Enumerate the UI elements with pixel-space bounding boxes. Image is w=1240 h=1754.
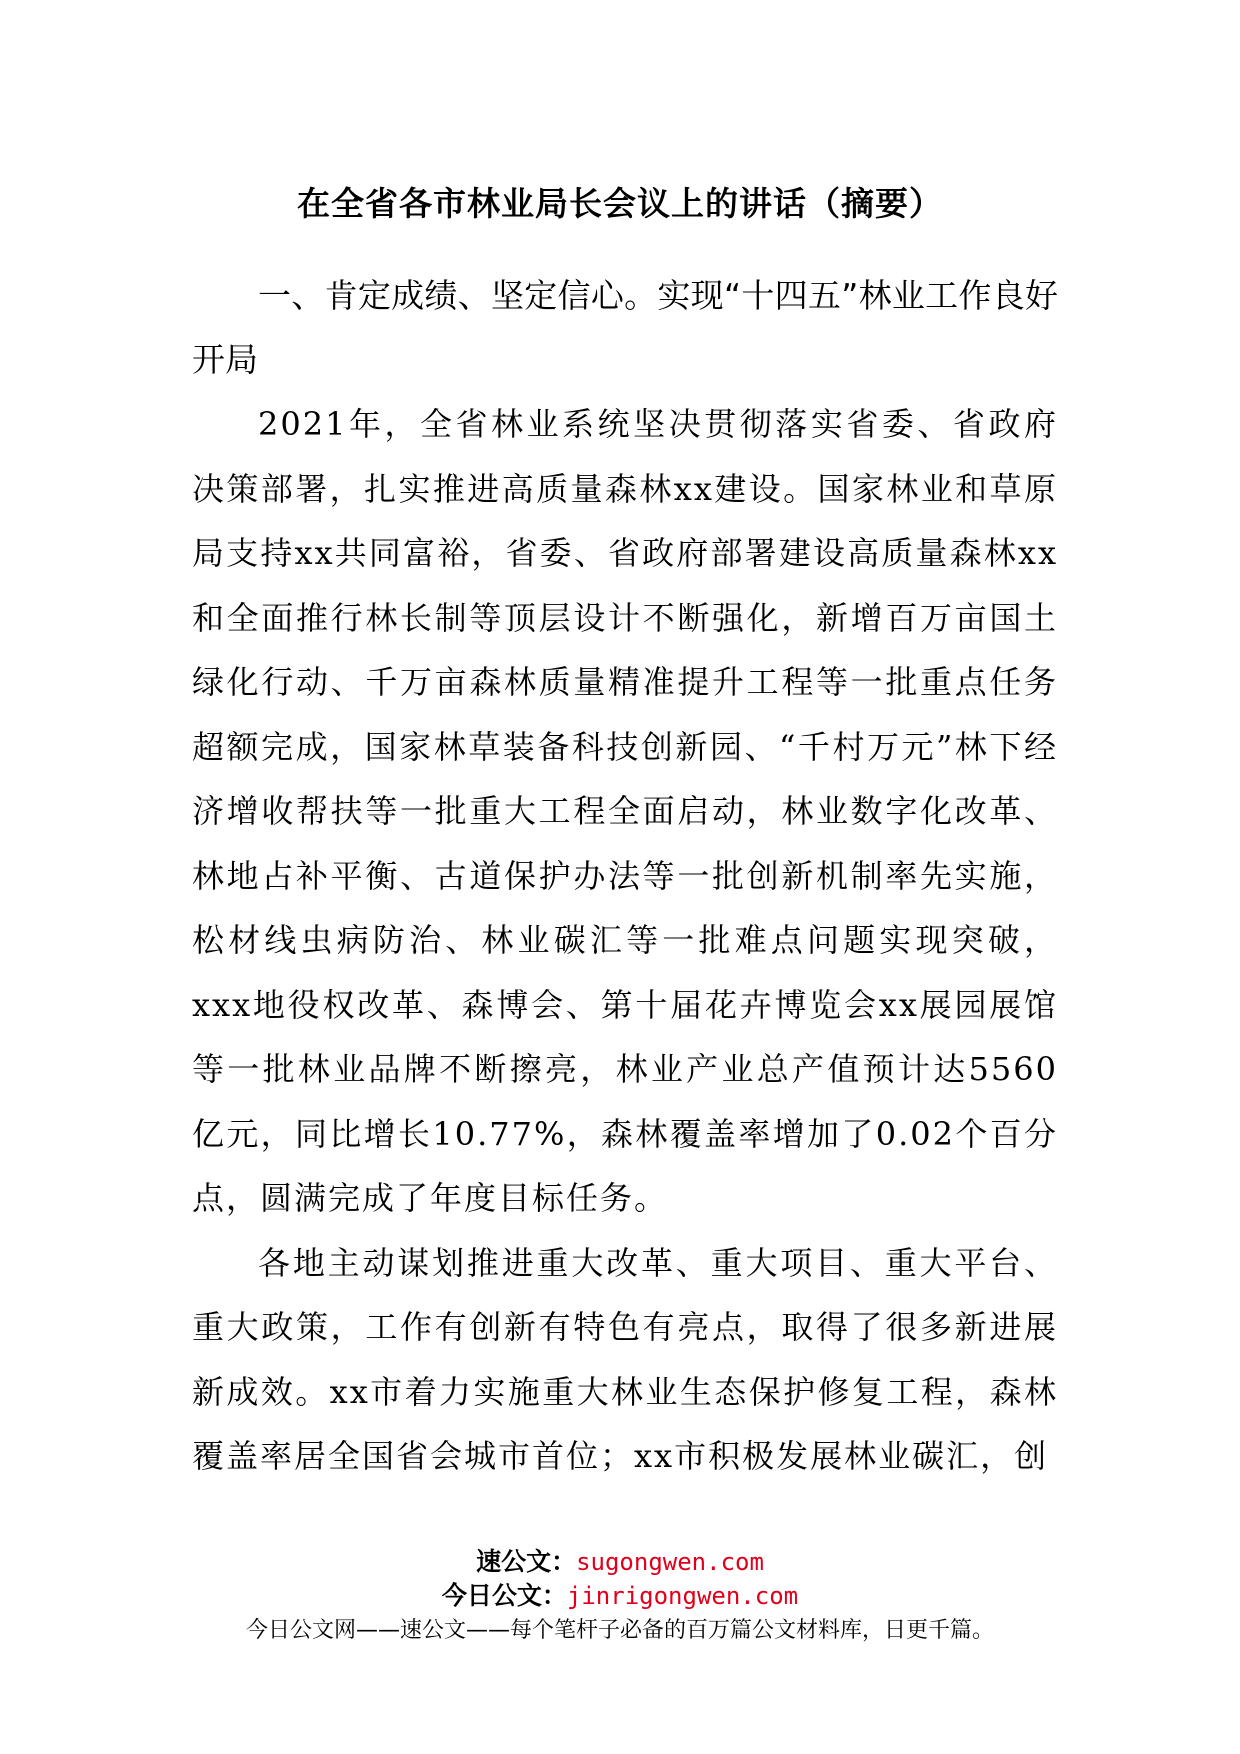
footer-sugongwen-link[interactable]: sugongwen.com: [576, 1548, 764, 1576]
document-title: 在全省各市林业局长会议上的讲话（摘要）: [297, 184, 943, 223]
page-footer: [0, 1545, 1240, 1647]
section-heading: 一、肯定成绩、坚定信心。实现“十四五”林业工作良好开局: [192, 276, 1058, 379]
paragraph-2: 各地主动谋划推进重大改革、重大项目、重大平台、重大政策，工作有创新有特色有亮点，取得了很多新进展新成效。xx市着力实施重大林业生态保护修复工程，森林覆盖率居全国省会城市首位；xx市积极发展林业碳汇，创: [192, 1243, 1058, 1475]
paragraph-1: 2021年，全省林业系统坚决贯彻落实省委、省政府决策部署，扎实推进高质量森林xx建设。国家林业和草原局支持xx共同富裕，省委、省政府部署建设高质量森林xx和全面推行林长制等顶层设计不断强化，新增百万亩国土绿化行动、千万亩森林质量精准提升工程等一批重点任务超额完成，国家林草装备科技创新园、“千村万元”林下经济增收帮扶等一批重大工程全面启动，林业数字化改革、林地占补平衡、古道保护办法等一批创新机制率先实施，松材线虫病防治、林业碳汇等一批难点问题实现突破，xxx地役权改革、森博会、第十届花卉博览会xx展园展馆等一批林业品牌不断擦亮，林业产业总产值预计达5560亿元，同比增长10.77%，森林覆盖率增加了0.02个百分点，圆满完成了年度目标任务。: [192, 405, 1058, 1217]
footer-jinrigongwen-link[interactable]: jinrigongwen.com: [566, 1582, 799, 1610]
document-body: [192, 264, 1058, 1489]
footer-sugongwen-label: 速公文：: [476, 1547, 577, 1576]
footer-sugongwen-line: [0, 1545, 1240, 1579]
footer-slogan: 今日公文网——速公文——每个笔杆子必备的百万篇公文材料库，日更千篇。: [245, 1618, 994, 1643]
footer-jinrigongwen-label: 今日公文：: [441, 1581, 567, 1610]
footer-jinrigongwen-line: [0, 1579, 1240, 1613]
